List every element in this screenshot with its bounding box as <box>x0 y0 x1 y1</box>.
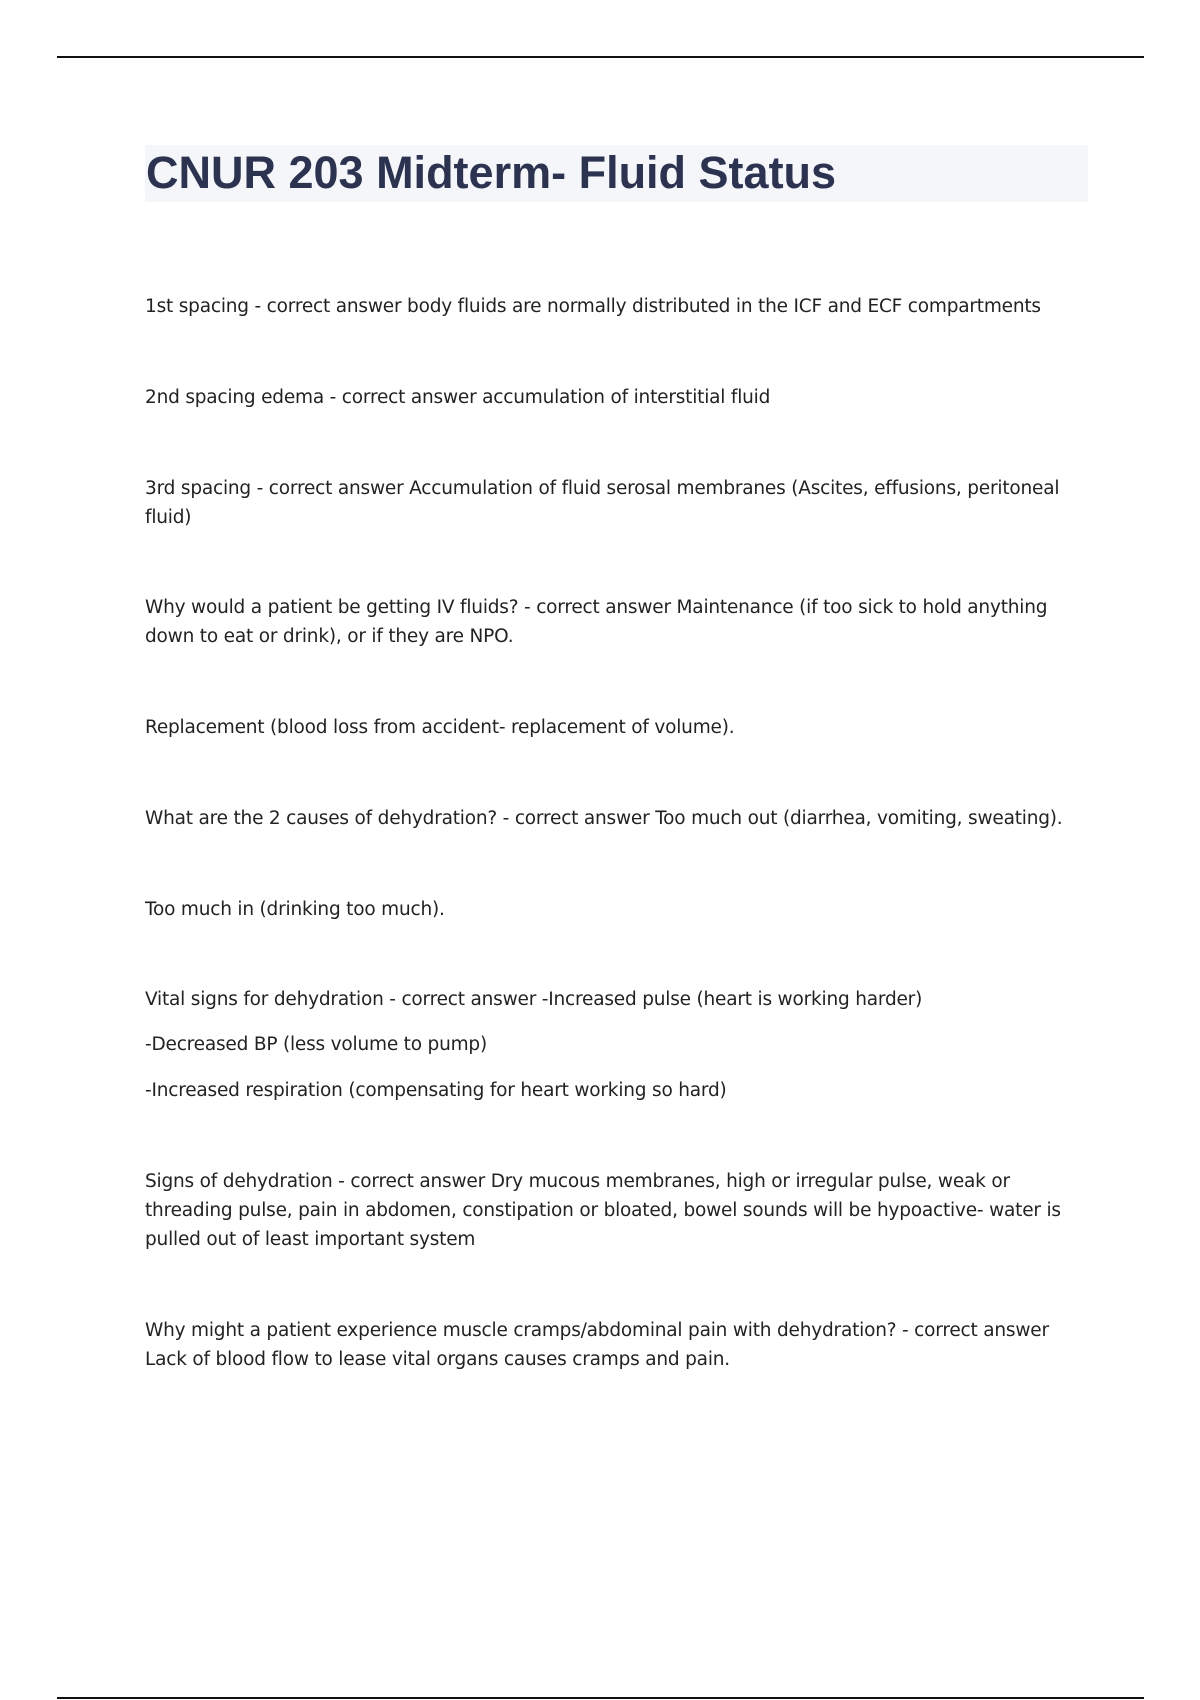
paragraph-iv-fluids: Why would a patient be getting IV fluids? - correct answer Maintenance (if too sick to hold anything down to eat or drink), or if they are NPO. <box>145 597 1048 647</box>
top-rule <box>57 56 1144 58</box>
paragraph-second-spacing: 2nd spacing edema - correct answer accumulation of interstitial fluid <box>145 387 771 408</box>
paragraph-dehydration-causes: What are the 2 causes of dehydration? - correct answer Too much out (diarrhea, vomiting, sweating). <box>145 808 1063 829</box>
paragraph-vital-signs: Vital signs for dehydration - correct answer -Increased pulse (heart is working harder) <box>145 989 923 1010</box>
paragraph-first-spacing: 1st spacing - correct answer body fluids are normally distributed in the ICF and ECF compartments <box>145 296 1041 317</box>
bottom-rule <box>57 1697 1144 1699</box>
paragraph-replacement: Replacement (blood loss from accident- replacement of volume). <box>145 717 735 738</box>
paragraph-third-spacing: 3rd spacing - correct answer Accumulation of fluid serosal membranes (Ascites, effusions, peritoneal fluid) <box>145 478 1060 528</box>
paragraph-too-much-in: Too much in (drinking too much). <box>145 899 445 920</box>
paragraph-muscle-cramps: Why might a patient experience muscle cramps/abdominal pain with dehydration? - correct answer Lack of blood flow to lease vital organs causes cramps and pain. <box>145 1320 1049 1370</box>
paragraph-signs-of-dehydration: Signs of dehydration - correct answer Dry mucous membranes, high or irregular pulse, weak or threading pulse, pain in abdomen, constipation or bloated, bowel sounds will be hypoactive- water is pulled out of least important system <box>145 1171 1061 1250</box>
paragraph-increased-respiration: -Increased respiration (compensating for heart working so hard) <box>145 1080 727 1101</box>
paragraph-decreased-bp: -Decreased BP (less volume to pump) <box>145 1034 487 1055</box>
page-title: CNUR 203 Midterm- Fluid Status <box>146 147 837 198</box>
